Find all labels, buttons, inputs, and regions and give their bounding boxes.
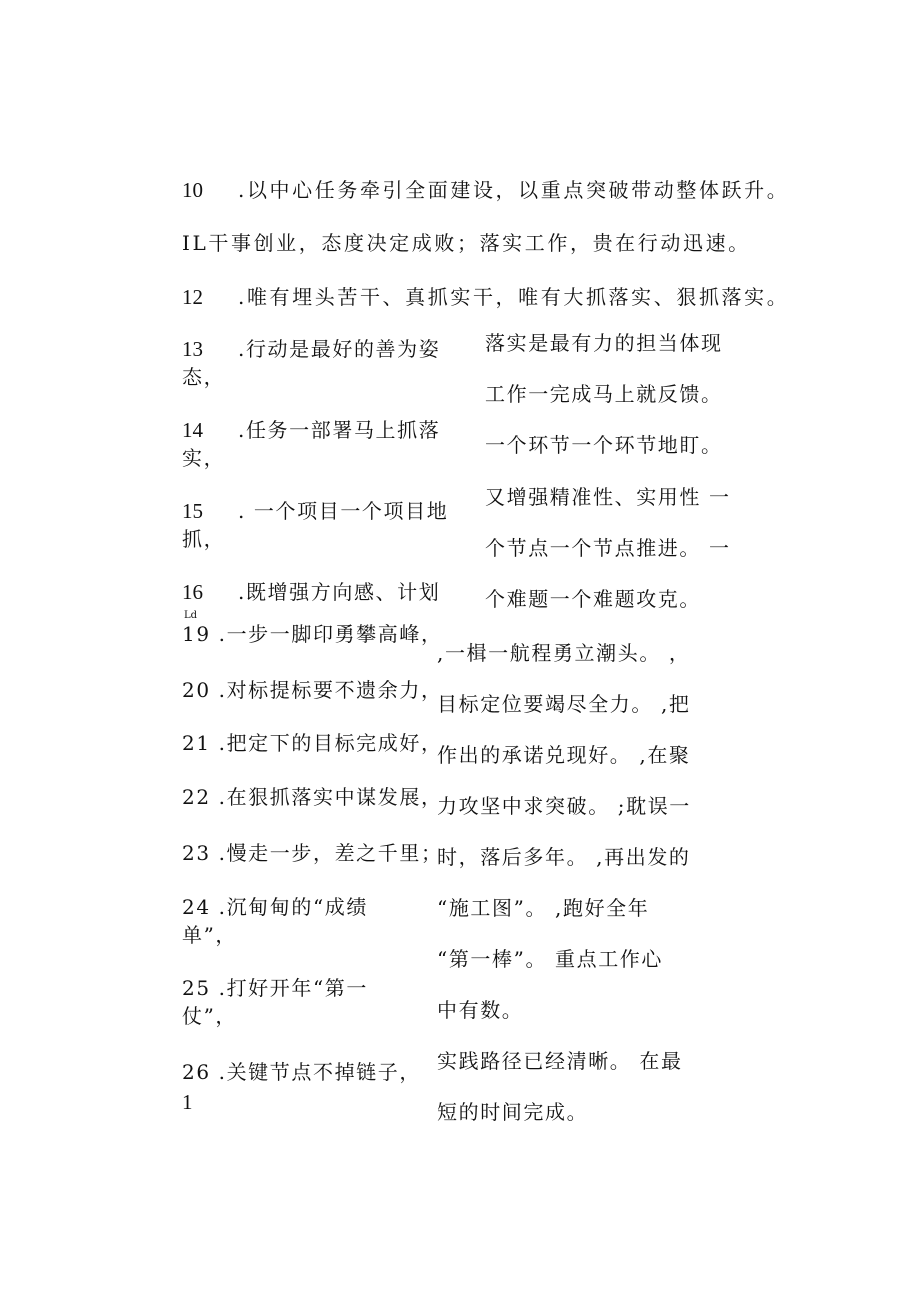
right-b-line-1: ,一楫一航程勇立潮头。 ， [437,641,691,665]
item-15-text: . 一个项目一个项目地 [238,499,449,523]
right-a-line-1: 落实是最有力的担当体现 [485,331,723,355]
item-11-text: IL干事创业，态度决定成败；落实工作，贵在行动迅速。 [182,231,751,255]
right-b-line-6: “施工图”。 ,跑好全年 [437,896,650,920]
item-22-text: 22 .在狠抓落实中谋发展， [182,785,443,809]
item-number-13: 13 [182,337,203,361]
item-16-text: .既增强方向感、计划 [238,580,441,604]
item-26-text: 26 .关键节点不掉链子， [182,1060,421,1084]
right-b-line-8: 中有数。 [437,998,524,1022]
item-number-12: 12 [182,285,203,309]
item-26-wrap: 1 [182,1090,193,1114]
item-21-text: 21 .把定下的目标完成好， [182,731,443,755]
item-14-wrap: 实， [182,446,226,470]
item-13-wrap: 态， [182,365,226,389]
right-b-line-2: 目标定位要竭尽全力。 ,把 [437,692,691,716]
right-a-line-2: 工作一完成马上就反馈。 [485,382,723,406]
item-number-16: 16 [182,580,203,604]
item-number-15: 15 [182,499,203,523]
right-a-line-6: 个难题一个难题攻克。 [485,587,701,611]
item-10-text: .以中心任务牵引全面建设，以重点突破带动整体跃升。 [238,178,790,202]
item-number-10: 10 [182,178,203,202]
item-13-text: .行动是最好的善为姿 [238,337,441,361]
item-14-text: .任务一部署马上抓落 [238,418,441,442]
item-15-wrap: 抓， [182,527,226,551]
right-b-line-10: 短的时间完成。 [437,1100,589,1124]
right-b-line-5: 时，落后多年。 ,再出发的 [437,845,691,869]
right-a-line-3: 一个环节一个环节地盯。 [485,433,723,457]
item-20-text: 20 .对标提标要不遗余力， [182,678,443,702]
right-b-line-9: 实践路径已经清晰。 在最 [437,1049,683,1073]
item-25-text: 25 .打好开年“第一 [182,976,368,1000]
item-23-text: 23 .慢走一步，差之千里； [182,841,443,865]
item-16-mark: Ld [184,610,198,621]
item-number-14: 14 [182,418,203,442]
item-24-text: 24 .沉甸甸的“成绩 [182,895,368,919]
item-25-wrap: 仗”， [182,1004,238,1028]
item-24-wrap: 单”， [182,923,238,947]
right-a-line-4: 又增强精准性、实用性 一 [485,485,731,509]
right-a-line-5: 个节点一个节点推进。 一 [485,536,731,560]
right-b-line-3: 作出的承诺兑现好。 ,在聚 [437,743,691,767]
right-b-line-7: “第一棒”。 重点工作心 [437,947,664,971]
right-b-line-4: 力攻坚中求突破。 ;耽误一 [437,794,691,818]
item-12-text: .唯有埋头苦干、真抓实干，唯有大抓落实、狠抓落实。 [238,285,790,309]
item-19-text: 19 .一步一脚印勇攀高峰， [182,622,443,646]
